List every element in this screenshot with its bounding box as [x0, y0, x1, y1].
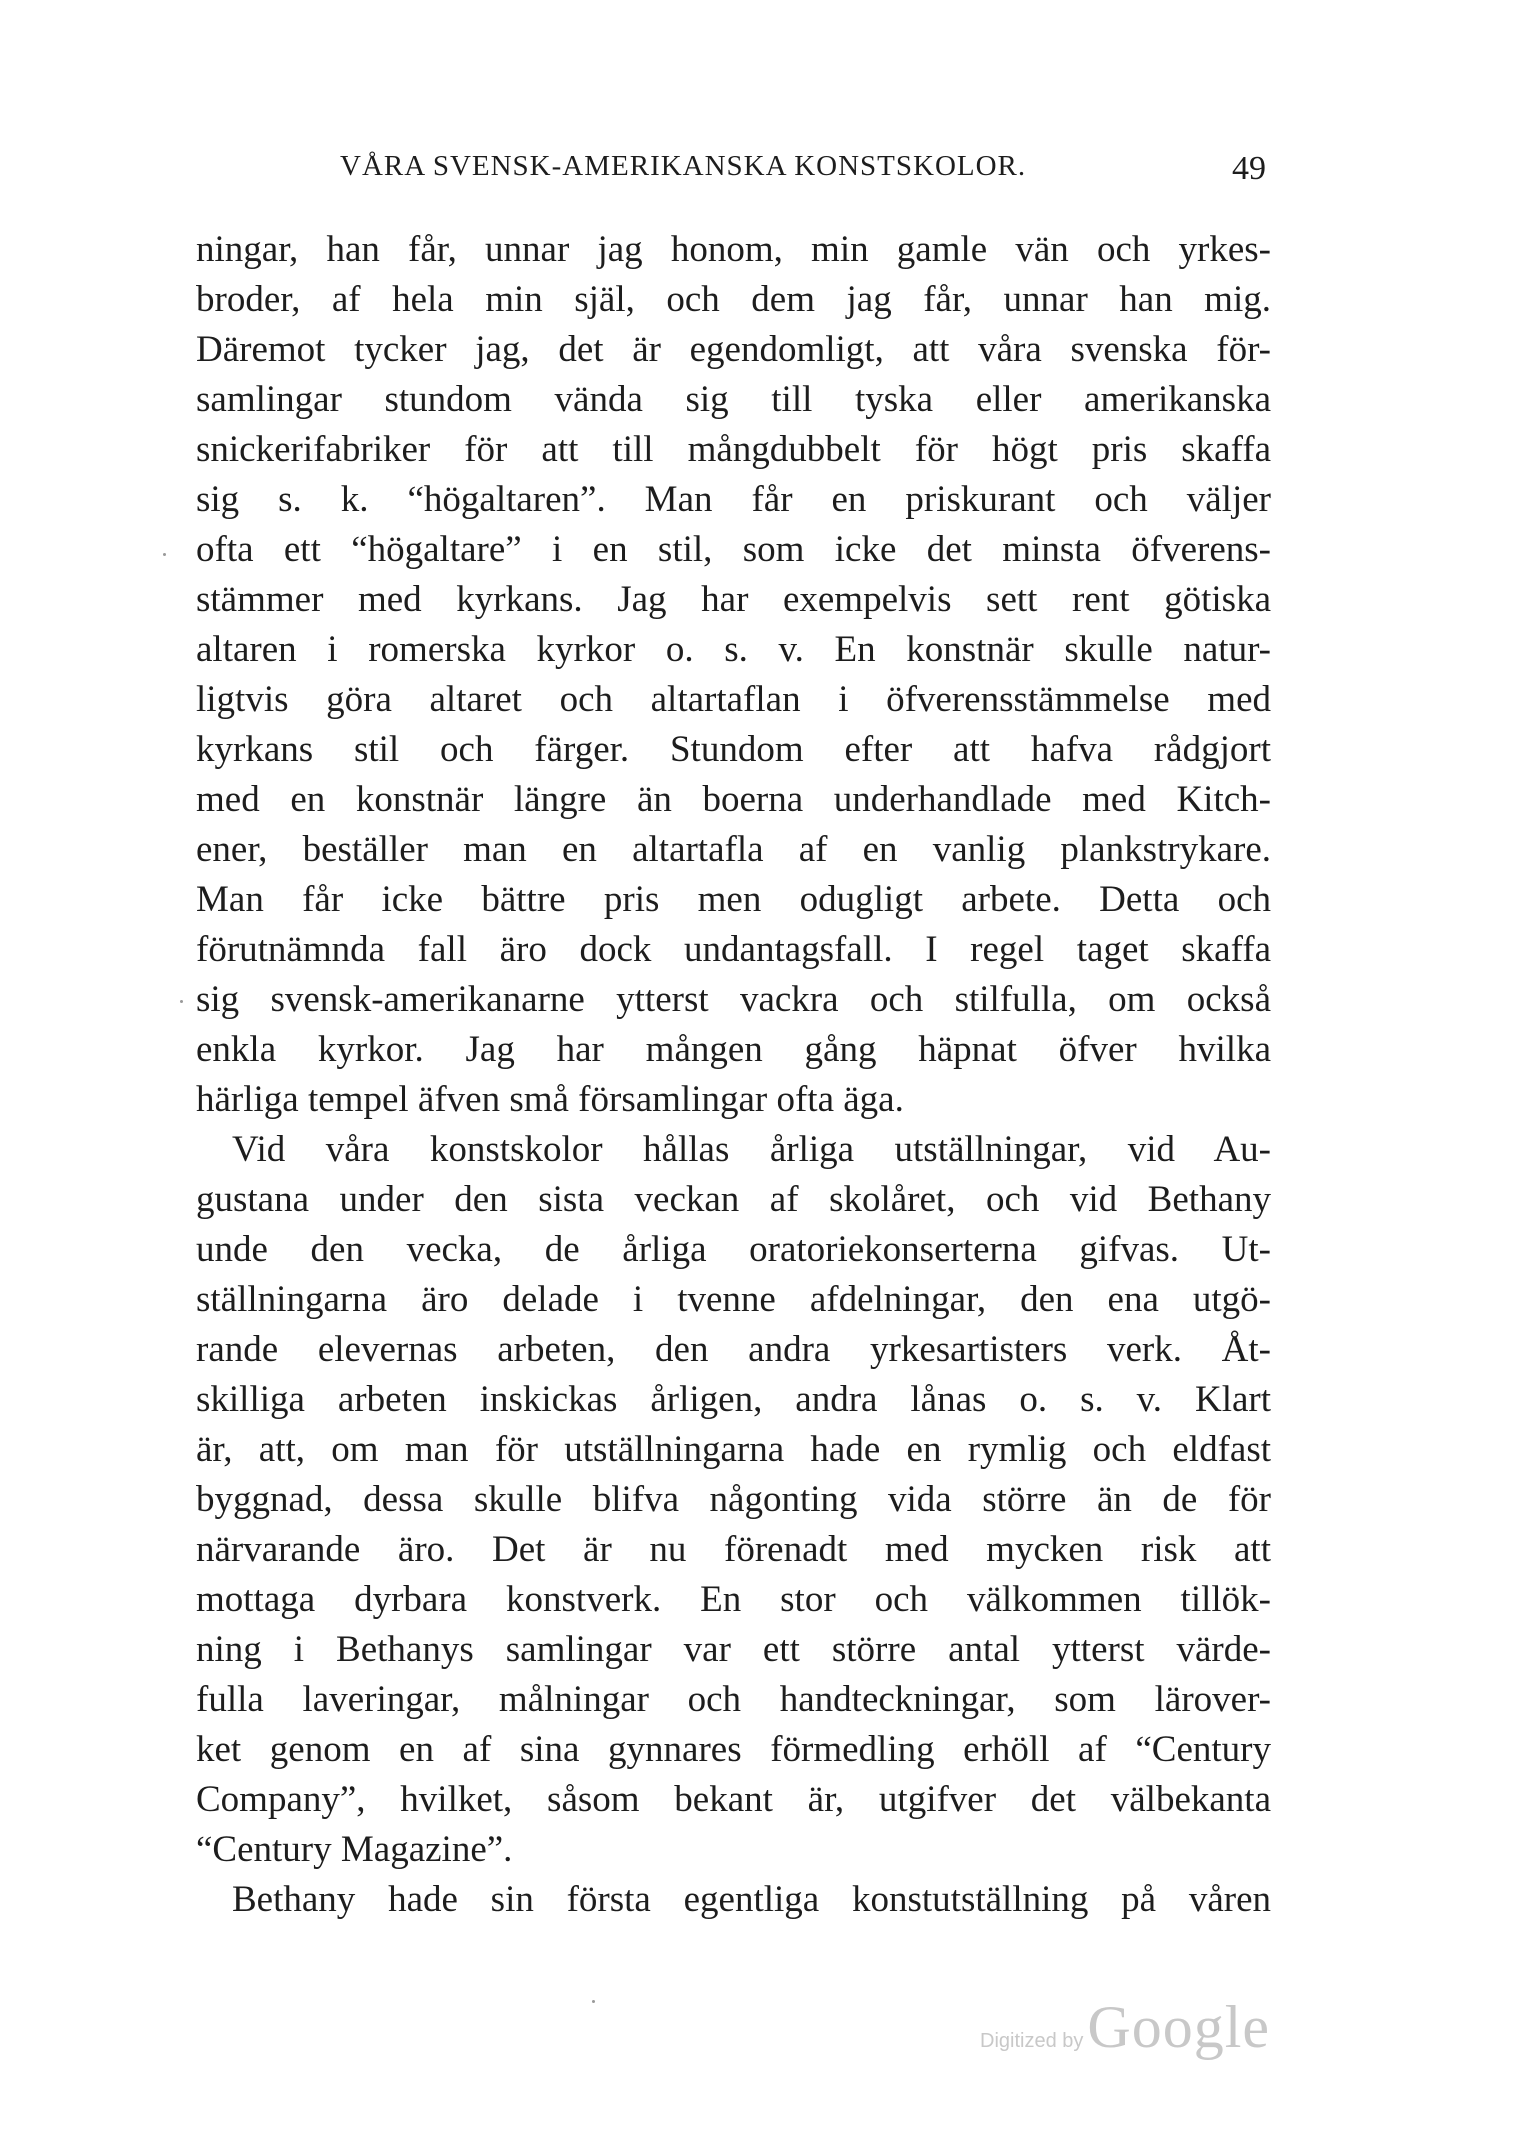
text-line: enkla kyrkor. Jag har mången gång häpnat öfver hvilka [196, 1029, 1271, 1070]
google-logo: Google [1087, 1994, 1271, 2060]
text-line: Däremot tycker jag, det är egendomligt, att våra svenska för- [196, 329, 1271, 370]
text-line: Man får icke bättre pris men odugligt arbete. Detta och [196, 879, 1271, 920]
text-line: ener, beställer man en altartafla af en vanlig plankstrykare. [196, 829, 1271, 870]
text-line: sig svensk-amerikanarne ytterst vackra och stilfulla, om också [196, 979, 1271, 1020]
text-line: Company”, hvilket, såsom bekant är, utgifver det välbekanta [196, 1779, 1271, 1820]
text-line: härliga tempel äfven små församlingar ofta äga. [196, 1079, 904, 1120]
text-line: “Century Magazine”. [196, 1829, 513, 1870]
text-line: förutnämnda fall äro dock undantagsfall. I regel taget skaffa [196, 929, 1271, 970]
text-line: ket genom en af sina gynnares förmedling erhöll af “Century [196, 1729, 1271, 1770]
paragraph-first-line: Vid våra konstskolor hållas årliga utställningar, vid Au- [232, 1129, 1271, 1170]
text-line: stämmer med kyrkans. Jag har exempelvis sett rent götiska [196, 579, 1271, 620]
text-line: skilliga arbeten inskickas årligen, andra lånas o. s. v. Klart [196, 1379, 1271, 1420]
text-line: är, att, om man för utställningarna hade en rymlig och eldfast [196, 1429, 1271, 1470]
scan-speck [180, 1000, 183, 1003]
paragraph-first-line: Bethany hade sin första egentliga konstutställning på våren [232, 1879, 1271, 1920]
text-line: rande elevernas arbeten, den andra yrkesartisters verk. Åt- [196, 1329, 1271, 1370]
text-line: sig s. k. “högaltaren”. Man får en priskurant och väljer [196, 479, 1271, 520]
page-number: 49 [1232, 150, 1266, 187]
text-line: ligtvis göra altaret och altartaflan i öfverensstämmelse med [196, 679, 1271, 720]
text-line: ställningarna äro delade i tvenne afdelningar, den ena utgö- [196, 1279, 1271, 1320]
scan-speck [163, 553, 166, 556]
text-line: altaren i romerska kyrkor o. s. v. En konstnär skulle natur- [196, 629, 1271, 670]
text-line: med en konstnär längre än boerna underhandlade med Kitch- [196, 779, 1271, 820]
text-line: samlingar stundom vända sig till tyska eller amerikanska [196, 379, 1271, 420]
scan-speck [592, 2000, 595, 2003]
text-line: byggnad, dessa skulle blifva någonting vida större än de för [196, 1479, 1271, 1520]
watermark-prefix: Digitized by [980, 2030, 1084, 2052]
digitized-watermark [980, 1993, 1270, 2063]
text-line: snickerifabriker för att till mångdubbelt för högt pris skaffa [196, 429, 1271, 470]
text-line: ofta ett “högaltare” i en stil, som icke det minsta öfverens- [196, 529, 1271, 570]
text-line: broder, af hela min själ, och dem jag får, unnar han mig. [196, 279, 1271, 320]
running-title: VÅRA SVENSK-AMERIKANSKA KONSTSKOLOR. [340, 150, 1027, 182]
text-line: ningar, han får, unnar jag honom, min gamle vän och yrkes- [196, 229, 1271, 270]
text-line: mottaga dyrbara konstverk. En stor och välkommen tillök- [196, 1579, 1271, 1620]
text-line: kyrkans stil och färger. Stundom efter att hafva rådgjort [196, 729, 1271, 770]
text-line: unde den vecka, de årliga oratoriekonserterna gifvas. Ut- [196, 1229, 1271, 1270]
text-line: ning i Bethanys samlingar var ett större antal ytterst värde- [196, 1629, 1271, 1670]
text-line: gustana under den sista veckan af skolåret, och vid Bethany [196, 1179, 1271, 1220]
text-line: fulla laveringar, målningar och handteckningar, som lärover- [196, 1679, 1271, 1720]
text-line: närvarande äro. Det är nu förenadt med mycken risk att [196, 1529, 1271, 1570]
